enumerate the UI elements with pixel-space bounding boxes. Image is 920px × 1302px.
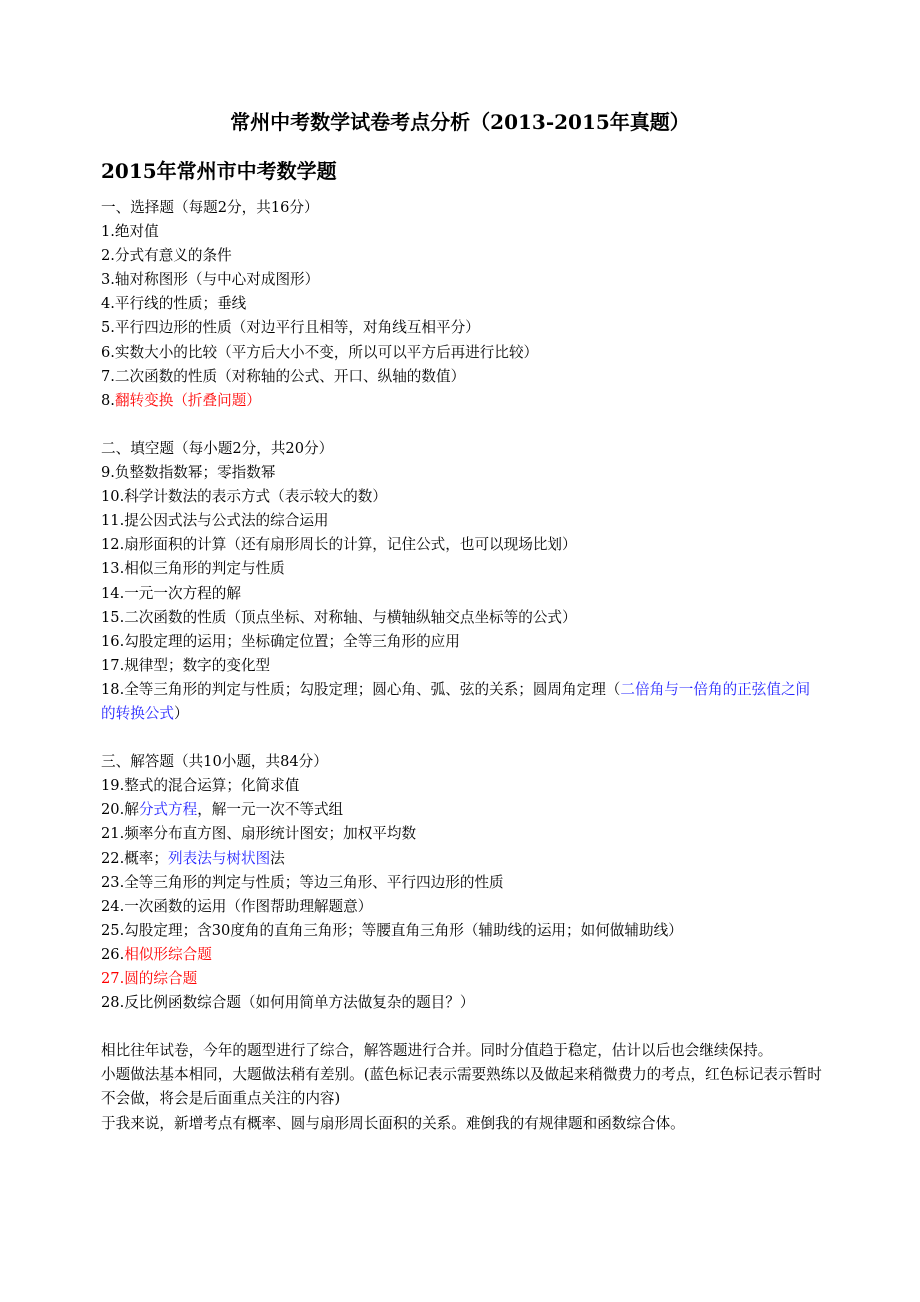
item-text: ） [173, 704, 189, 722]
list-item: 25.勾股定理；含30度角的直角三角形；等腰直角三角形（辅助线的运用；如何做辅助线） [101, 921, 683, 939]
document-title: 常州中考数学试卷考点分析（2013-2015年真题） [230, 110, 690, 134]
list-item: 16.勾股定理的运用；坐标确定位置；全等三角形的应用 [101, 632, 460, 650]
blue-highlight: 列表法与树状图 [168, 849, 271, 867]
part1-header: 一、选择题（每题2分，共16分） [101, 199, 319, 216]
item-number: 26. [101, 945, 125, 963]
list-item: 19.整式的混合运算；化简求值 [101, 777, 300, 795]
item-text: 18.全等三角形的判定与性质；勾股定理；圆心角、弧、弦的关系；圆周角定理（ [101, 680, 621, 698]
list-item: 12.扇形面积的计算（还有扇形周长的计算，记住公式，也可以现场比划） [101, 536, 577, 554]
blue-highlight: 二倍角与一倍角的正弦值之间的转换公式 [101, 680, 811, 722]
red-highlight: 翻转变换（折叠问题） [114, 391, 261, 409]
list-item: 4.平行线的性质；垂线 [101, 295, 247, 313]
list-item-18 [101, 678, 823, 726]
list-item: 3.轴对称图形（与中心对成图形） [101, 271, 320, 289]
list-item: 9.负整数指数幂；零指数幂 [101, 464, 276, 482]
item-text: 20.解 [101, 801, 139, 819]
section-heading: 2015年常州市中考数学题 [101, 159, 337, 183]
list-item: 11.提公因式法与公式法的综合运用 [101, 512, 329, 530]
list-item: 6.实数大小的比较（平方后大小不变，所以可以平方后再进行比较） [101, 343, 539, 361]
list-item-20 [101, 798, 823, 822]
list-item: 23.全等三角形的判定与性质；等边三角形、平行四边形的性质 [101, 873, 504, 891]
list-item: 28.反比例函数综合题（如何用简单方法做复杂的题目？） [101, 994, 475, 1012]
document-body [101, 196, 823, 1136]
list-item: 10.科学计数法的表示方式（表示较大的数） [101, 488, 387, 506]
list-item: 1.绝对值 [101, 223, 159, 241]
list-item: 5.平行四边形的性质（对边平行且相等，对角线互相平分） [101, 319, 480, 337]
blue-highlight: 分式方程 [138, 801, 198, 819]
list-item-8 [101, 389, 823, 413]
list-item-22 [101, 847, 823, 871]
summary-paragraph: 小题做法基本相同，大题做法稍有差别。(蓝色标记表示需要熟练以及做起来稍微费力的考点，红色标记表示暂时不会做，将会是后面重点关注的内容) [101, 1066, 822, 1108]
item-text: 法 [270, 849, 285, 867]
item-text: ，解一元一次不等式组 [197, 801, 344, 819]
list-item: 13.相似三角形的判定与性质 [101, 560, 285, 578]
item-text: 22.概率； [101, 849, 168, 867]
list-item: 14.一元一次方程的解 [101, 584, 241, 602]
item-number: 8. [101, 391, 115, 409]
list-item: 15.二次函数的性质（顶点坐标、对称轴、与横轴纵轴交点坐标等的公式） [101, 608, 577, 626]
summary-paragraph: 相比往年试卷，今年的题型进行了综合，解答题进行合并。同时分值趋于稳定，估计以后也会继续保持。 [101, 1042, 773, 1060]
summary-paragraph: 于我来说，新增考点有概率、圆与扇形周长面积的关系。难倒我的有规律题和函数综合体。 [101, 1114, 685, 1132]
list-item-27: 27.圆的综合题 [101, 970, 198, 987]
list-item: 17.规律型；数字的变化型 [101, 656, 271, 674]
list-item: 21.频率分布直方图、扇形统计图安；加权平均数 [101, 825, 417, 843]
red-highlight: 相似形综合题 [124, 945, 212, 963]
list-item-26 [101, 943, 823, 967]
list-item: 24.一次函数的运用（作图帮助理解题意） [101, 897, 373, 915]
part2-header: 二、填空题（每小题2分，共20分） [101, 439, 334, 457]
list-item: 2.分式有意义的条件 [101, 247, 232, 265]
list-item: 7.二次函数的性质（对称轴的公式、开口、纵轴的数值） [101, 367, 466, 385]
part3-header: 三、解答题（共10小题，共84分） [101, 753, 328, 771]
